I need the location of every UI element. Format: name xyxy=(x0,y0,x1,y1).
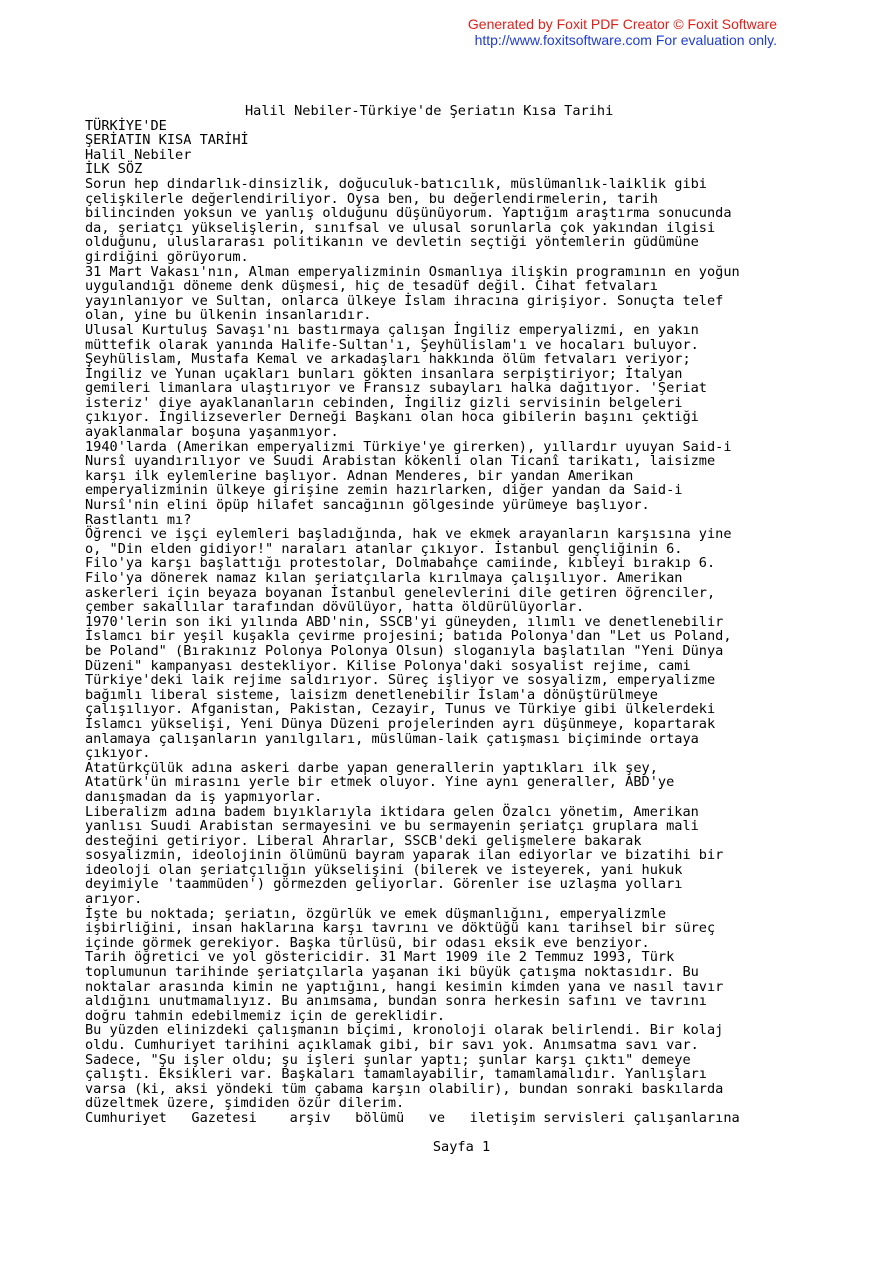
text-line: Sorun hep dindarlık-dinsizlik, doğuculuk-batıcılık, müslümanlık-laiklik gibi xyxy=(85,175,707,192)
text-line: Öğrenci ve işçi eylemleri başladığında, hak ve ekmek arayanların karşısına yine xyxy=(85,526,732,543)
text-line: Halil Nebiler xyxy=(85,146,192,163)
text-line: doğru tahmin edebilmemiz için de gereklidir. xyxy=(85,1007,446,1024)
text-line: anlamaya çalışanların yanılgıları, müslüman-laik çatışması biçiminde ortaya xyxy=(85,730,699,747)
text-line: Düzeni" kampanyası destekliyor. Kilise Polonya'daki sosyalist rejime, cami xyxy=(85,657,691,674)
text-line: deyimiyle 'taammüden') görmezden geliyorlar. Görenler ise uzlaşma yolları xyxy=(85,876,683,893)
text-line: olan, yine bu ülkenin insanlarıdır. xyxy=(85,307,372,324)
text-line: Bu yüzden elinizdeki çalışmanın biçimi, kronoloji olarak belirlendi. Bir kolaj xyxy=(85,1022,724,1039)
document-body xyxy=(85,119,815,1126)
text-line: Atatürkçülük adına askeri darbe yapan generallerin yaptıkları ilk şey, xyxy=(85,759,658,776)
text-line: yayınlanıyor ve Sultan, onlarca ülkeye İslam ihracına girişiyor. Sonuçta telef xyxy=(85,292,724,309)
text-line: girdiğini görüyorum. xyxy=(85,248,249,265)
pdf-creator-watermark xyxy=(468,16,777,48)
text-line: noktalar arasında kimin ne yaptığını, hangi kesimin kimden yana ve nasıl tavır xyxy=(85,978,724,995)
text-line: 31 Mart Vakası'nın, Alman emperyalizminin Osmanlıya ilişkin programının en yoğun xyxy=(85,263,740,280)
text-line: TÜRKİYE'DE xyxy=(85,117,167,134)
document-page xyxy=(85,104,815,1126)
text-line: düzeltmek üzere, şimdiden özür dilerim. xyxy=(85,1095,405,1112)
text-line: Filo'ya dönerek namaz kılan şeriatçılarla kırılmaya çalışılıyor. Amerikan xyxy=(85,570,683,586)
text-line: çalıştı. Eksikleri var. Başkaları tamamlayabilir, tamamlamalıdır. Yanlışları xyxy=(85,1066,707,1083)
text-line: içinde görmek gerekiyor. Başka türlüsü, bir odası eksik eve benziyor. xyxy=(85,934,650,951)
text-line: Rastlantı mı? xyxy=(85,511,192,528)
text-line: varsa (ki, aksi yöndeki tüm çabama karşın olabilir), bundan sonraki baskılarda xyxy=(85,1080,724,1097)
text-line: Cumhuriyet Gazetesi arşiv bölümü ve iletişim servisleri çalışanlarına xyxy=(85,1109,740,1126)
watermark-line-url: http://www.foxitsoftware.com For evaluation only. xyxy=(474,32,777,48)
text-line: çalışılıyor. Afganistan, Pakistan, Cezayir, Tunus ve Türkiye gibi ülkelerdeki xyxy=(85,701,716,718)
text-line: İLK SÖZ xyxy=(85,161,143,178)
text-line: müttefik olarak yanında Halife-Sultan'ı, Şeyhülislam'ı ve hocaları buluyor. xyxy=(85,336,699,353)
text-line: Tarih öğretici ve yol göstericidir. 31 Mart 1909 ile 2 Temmuz 1993, Türk xyxy=(85,949,675,966)
text-line: Sadece, "Şu işler oldu; şu işleri şunlar yaptı; şunlar karşı çıktı" demeye xyxy=(85,1051,691,1068)
text-line: İngiliz ve Yunan uçakları bunları gökten insanlara serpiştiriyor; İtalyan xyxy=(85,365,683,382)
text-line: işbirliğini, insan haklarına karşı tavrını ve döktüğü kanı tarihsel bir süreç xyxy=(85,920,716,937)
text-line: çelişkilerle değerlendiriliyor. Oysa ben, bu değerlendirmelerin, tarih xyxy=(85,190,658,207)
text-line: toplumunun tarihinde şeriatçılarla yaşanan iki büyük çatışma noktasıdır. Bu xyxy=(85,964,699,981)
text-line: Filo'ya karşı başlattığı protestolar, Dolmabahçe camiinde, kıbleyi bırakıp 6. xyxy=(85,555,716,572)
text-line: aldığını unutmamalıyız. Bu anımsama, bundan sonra herkesin safını ve tavrını xyxy=(85,993,707,1010)
text-line: yanlısı Suudi Arabistan sermayesini ve bu sermayenin şeriatçı gruplara mali xyxy=(85,818,699,835)
text-line: ŞERİATIN KISA TARİHİ xyxy=(85,132,249,149)
text-line: İslamcı bir yeşil kuşakla çevirme projesini; batıda Polonya'dan "Let us Poland, xyxy=(85,628,732,645)
document-title: Halil Nebiler-Türkiye'de Şeriatın Kısa Tarihi xyxy=(245,103,614,119)
text-line: be Poland" (Bırakınız Polonya Polonya Olsun) sloganıyla başlatılan "Yeni Dünya xyxy=(85,642,724,659)
watermark-line-generator: Generated by Foxit PDF Creator © Foxit Software xyxy=(467,16,777,32)
text-line: emperyalizminin ülkeye girişine zemin hazırlarken, diğer yandan da Said-i xyxy=(85,482,683,499)
text-line: Atatürk'ün mirasını yerle bir etmek oluyor. Yine aynı generaller, ABD'ye xyxy=(85,774,675,791)
text-line: ideoloji olan şeriatçılığın yükselişini (bilerek ve isteyerek, yani hukuk xyxy=(85,861,683,878)
page-number: Sayfa 1 xyxy=(432,1139,491,1155)
text-line: Nursî'nin elini öpüp hilafet sancağının gölgesinde yürümeye başlıyor. xyxy=(85,497,650,514)
text-line: çıkıyor. İngilizseverler Derneği Başkanı olan hoca gibilerin başını çektiği xyxy=(85,409,699,426)
text-line: o, "Din elden gidiyor!" naraları atanlar çıkıyor. İstanbul gençliğinin 6. xyxy=(85,540,683,557)
text-line: İslamcı yükselişi, Yeni Dünya Düzeni projelerinden ayrı düşünmeye, kopartarak xyxy=(85,715,716,732)
text-line: ayaklanmalar boşuna yaşanmıyor. xyxy=(85,424,339,441)
text-line: bağımlı liberal sisteme, laisizm denetlenebilir İslam'a dönüştürülmeye xyxy=(85,686,658,703)
text-line: Liberalizm adına badem bıyıklarıyla iktidara gelen Özalcı yönetim, Amerikan xyxy=(85,803,699,820)
text-line: olduğunu, uluslararası politikanın ve devletin seçtiği yöntemlerin güdümüne xyxy=(85,234,699,251)
text-line: 1940'larda (Amerikan emperyalizmi Türkiye'ye girerken), yıllardır uyuyan Said-i xyxy=(85,438,732,455)
text-line: oldu. Cumhuriyet tarihini açıklamak gibi, bir savı yok. Anımsatma savı var. xyxy=(85,1037,699,1053)
text-line: Nursî uyandırılıyor ve Suudi Arabistan kökenli olan Ticanî tarikatı, laisizme xyxy=(85,453,716,470)
text-line: çıkıyor. xyxy=(85,745,151,762)
text-line: çember sakallılar tarafından dövülüyor, hatta öldürülüyorlar. xyxy=(85,599,585,616)
text-line: danışmadan da iş yapmıyorlar. xyxy=(85,788,323,805)
text-line: askerleri için beyaza boyanan İstanbul genelevlerini dile getiren öğrenciler, xyxy=(85,584,716,601)
text-line: uygulandığı döneme denk düşmesi, hiç de tesadüf değil. Cihat fetvaları xyxy=(85,278,658,295)
text-line: gemileri limanlara ulaştırıyor ve Fransız subayları halka dağıtıyor. 'Şeriat xyxy=(85,380,707,397)
text-line: Ulusal Kurtuluş Savaşı'nı bastırmaya çalışan İngiliz emperyalizmi, en yakın xyxy=(85,321,699,338)
text-line: Şeyhülislam, Mustafa Kemal ve arkadaşları hakkında ölüm fetvaları veriyor; xyxy=(85,351,691,368)
text-line: 1970'lerin son iki yılında ABD'nin, SSCB'yi güneyden, ılımlı ve denetlenebilir xyxy=(85,613,724,630)
text-line: İşte bu noktada; şeriatın, özgürlük ve emek düşmanlığını, emperyalizmle xyxy=(85,905,667,922)
text-line: isteriz' diye ayaklananların cebinden, İngiliz gizli servisinin belgeleri xyxy=(85,394,683,411)
text-line: desteğini getiriyor. Liberal Ahrarlar, SSCB'deki gelişmelere bakarak xyxy=(85,832,642,849)
text-line: arıyor. xyxy=(85,891,143,908)
text-line: bilincinden yoksun ve yanlış olduğunu düşünüyorum. Yaptığım araştırma sonucunda xyxy=(85,205,732,222)
text-line: karşı ilk eylemlerine başlıyor. Adnan Menderes, bir yandan Amerikan xyxy=(85,467,634,484)
text-line: sosyalizmin, ideolojinin ölümünü bayram yaparak ilan ediyorlar ve bizatihi bir xyxy=(85,847,724,864)
text-line: Türkiye'deki laik rejime saldırıyor. Süreç işliyor ve sosyalizm, emperyalizme xyxy=(85,672,716,689)
text-line: da, şeriatçı yükselişlerin, sınıfsal ve ulusal sorunlarla çok yakından ilgisi xyxy=(85,219,716,236)
